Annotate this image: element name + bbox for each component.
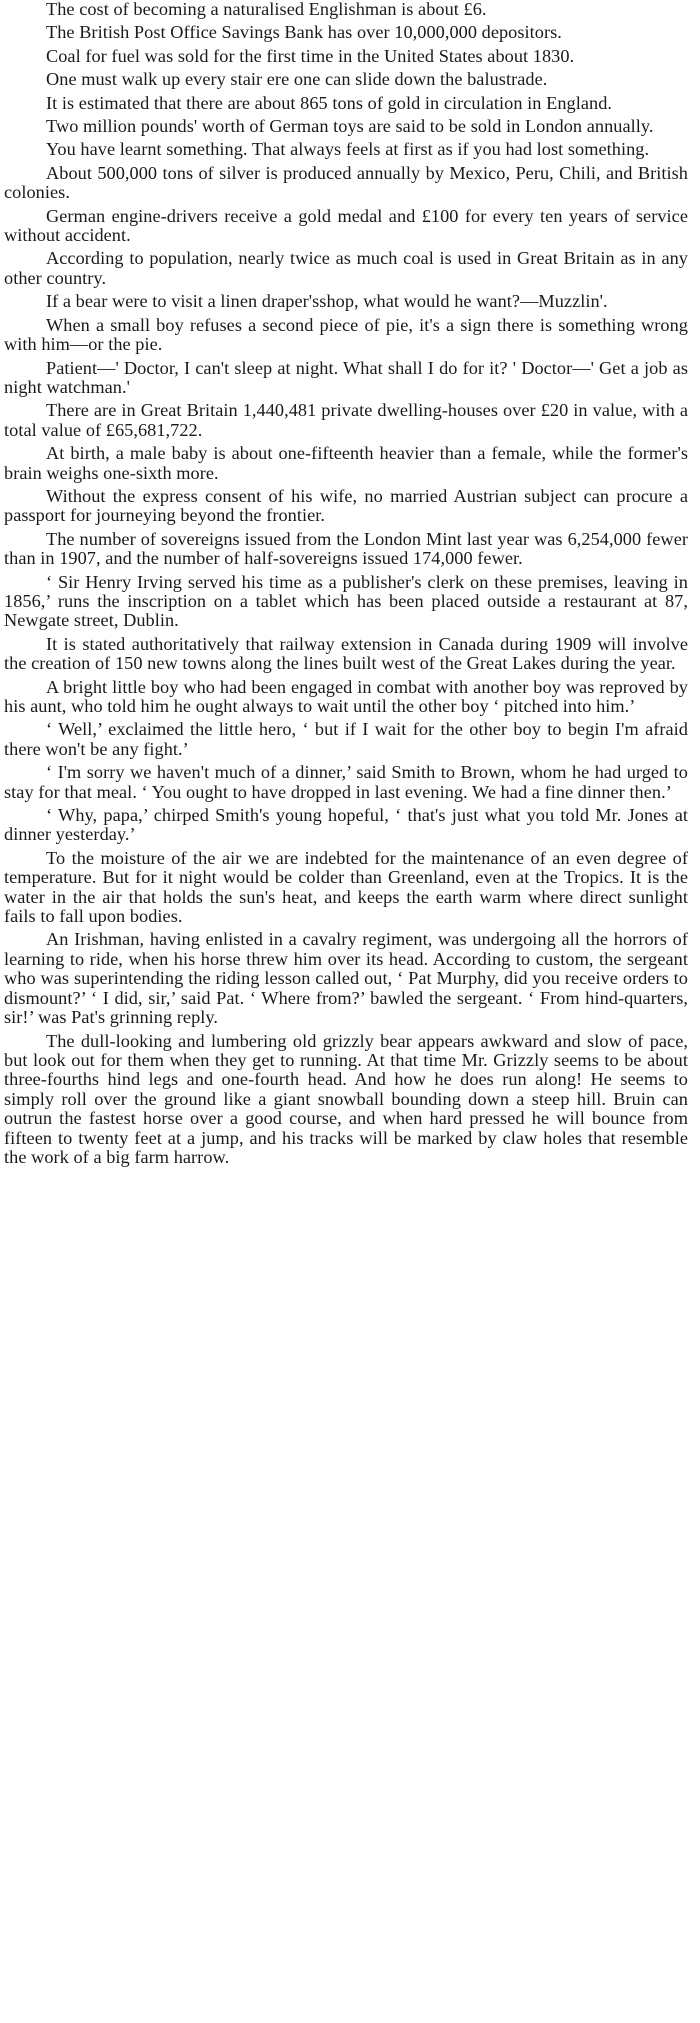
paragraph-naturalisation-cost: The cost of becoming a naturalised Englishman is about £6. [46,0,487,19]
paragraph-balustrade: One must walk up every stair ere one can slide down the balustrade. [46,69,548,90]
paragraph-sovereigns: The number of sovereigns issued from the London Mint last year was 6,254,000 fewer than in 1907, and the number of half-sovereigns issued 174,000 fewer. [4,528,688,569]
newspaper-column [4,0,688,1171]
paragraph-engine-drivers: German engine-drivers receive a gold medal and £100 for every ten years of service without accident. [4,205,688,246]
paragraph-coal-fuel: Coal for fuel was sold for the first time in the United States about 1830. [46,45,575,66]
paragraph-little-boy-combat: A bright little boy who had been engaged in combat with another boy was reproved by his aunt, who told him he ought always to wait until the other boy ‘ pitched into him.’ [4,676,688,716]
paragraph-dwelling-houses: There are in Great Britain 1,440,481 private dwelling-houses over £20 in value, with a total value of £65,681,722. [4,400,688,440]
paragraph-gold-circulation: It is estimated that there are about 865 tons of gold in circulation in England. [46,92,613,113]
paragraph-bear-joke: If a bear were to visit a linen draper'sshop, what would he want?—Muzzlin'. [46,291,608,312]
paragraph-silver-production: About 500,000 tons of silver is produced annually by Mexico, Peru, Chili, and British colonies. [4,162,688,203]
paragraph-learnt-something: You have learnt something. That always feels at first as if you had lost something. [46,139,650,160]
paragraph-male-baby: At birth, a male baby is about one-fifteenth heavier than a female, while the former's brain weighs one-sixth more. [4,443,688,483]
paragraph-canada-railway: It is stated authoritatively that railway extension in Canada during 1909 will involve the creation of 150 new towns along the lines built west of the Great Lakes during the year. [4,633,688,674]
paragraph-austrian-passport: Without the express consent of his wife, no married Austrian subject can procure a passport for journeying beyond the frontier. [4,485,688,526]
paragraph-coal-population: According to population, nearly twice as much coal is used in Great Britain as in any other country. [4,248,688,288]
paragraph-smith-dinner: ‘ I'm sorry we haven't much of a dinner,’ said Smith to Brown, whom he had urged to stay for that meal. ‘ You ought to have dropped in last evening. We had a fine dinner then.’ [4,762,688,802]
paragraph-little-hero: ‘ Well,’ exclaimed the little hero, ‘ but if I wait for the other boy to begin I'm afraid there won't be any fight.’ [4,719,688,759]
paragraph-german-toys: Two million pounds' worth of German toys are said to be sold in London annually. [46,116,654,137]
paragraph-young-hopeful: ‘ Why, papa,’ chirped Smith's young hopeful, ‘ that's just what you told Mr. Jones at dinner yesterday.’ [4,805,688,845]
paragraph-savings-bank: The British Post Office Savings Bank has over 10,000,000 depositors. [46,22,562,43]
paragraph-small-boy-pie: When a small boy refuses a second piece of pie, it's a sign there is something wrong with him—or the pie. [4,314,688,355]
paragraph-grizzly-bear: The dull-looking and lumbering old grizzly bear appears awkward and slow of pace, but look out for them when they get to running. At that time Mr. Grizzly seems to be about three-fourths hind legs and one-fourth head. And how he does run along! He seems to simply roll over the ground like a giant snowball bounding down a steep hill. Bruin can outrun the fastest horse over a good course, and when hard pressed he will bounce from fifteen to twenty feet at a jump, and his tracks will be marked by claw holes that resemble the work of a big farm harrow. [4,1030,688,1167]
paragraph-henry-irving: ‘ Sir Henry Irving served his time as a publisher's clerk on these premises, leaving in 1856,’ runs the inscription on a tablet which has been placed outside a restaurant at 87, Newgate street, Dublin. [4,571,688,631]
paragraph-irishman-cavalry: An Irishman, having enlisted in a cavalry regiment, was undergoing all the horrors of learning to ride, when his horse threw him over its head. According to custom, the sergeant who was superintending the riding lesson called out, ‘ Pat Murphy, did you receive orders to dismount?’ ‘ I did, sir,’ said Pat. ‘ Where from?’ bawled the sergeant. ‘ From hind-quarters, sir!’ was Pat's grinning reply. [4,929,688,1028]
paragraph-doctor-joke: Patient—' Doctor, I can't sleep at night. What shall I do for it? ' Doctor—' Get a job as night watchman.' [4,357,688,397]
paragraph-air-moisture: To the moisture of the air we are indebted for the maintenance of an even degree of temperature. But for it night would be colder than Greenland, even at the Tropics. It is the water in the air that holds the sun's heat, and keeps the earth warm where direct sunlight fails to fall upon bodies. [4,847,688,927]
